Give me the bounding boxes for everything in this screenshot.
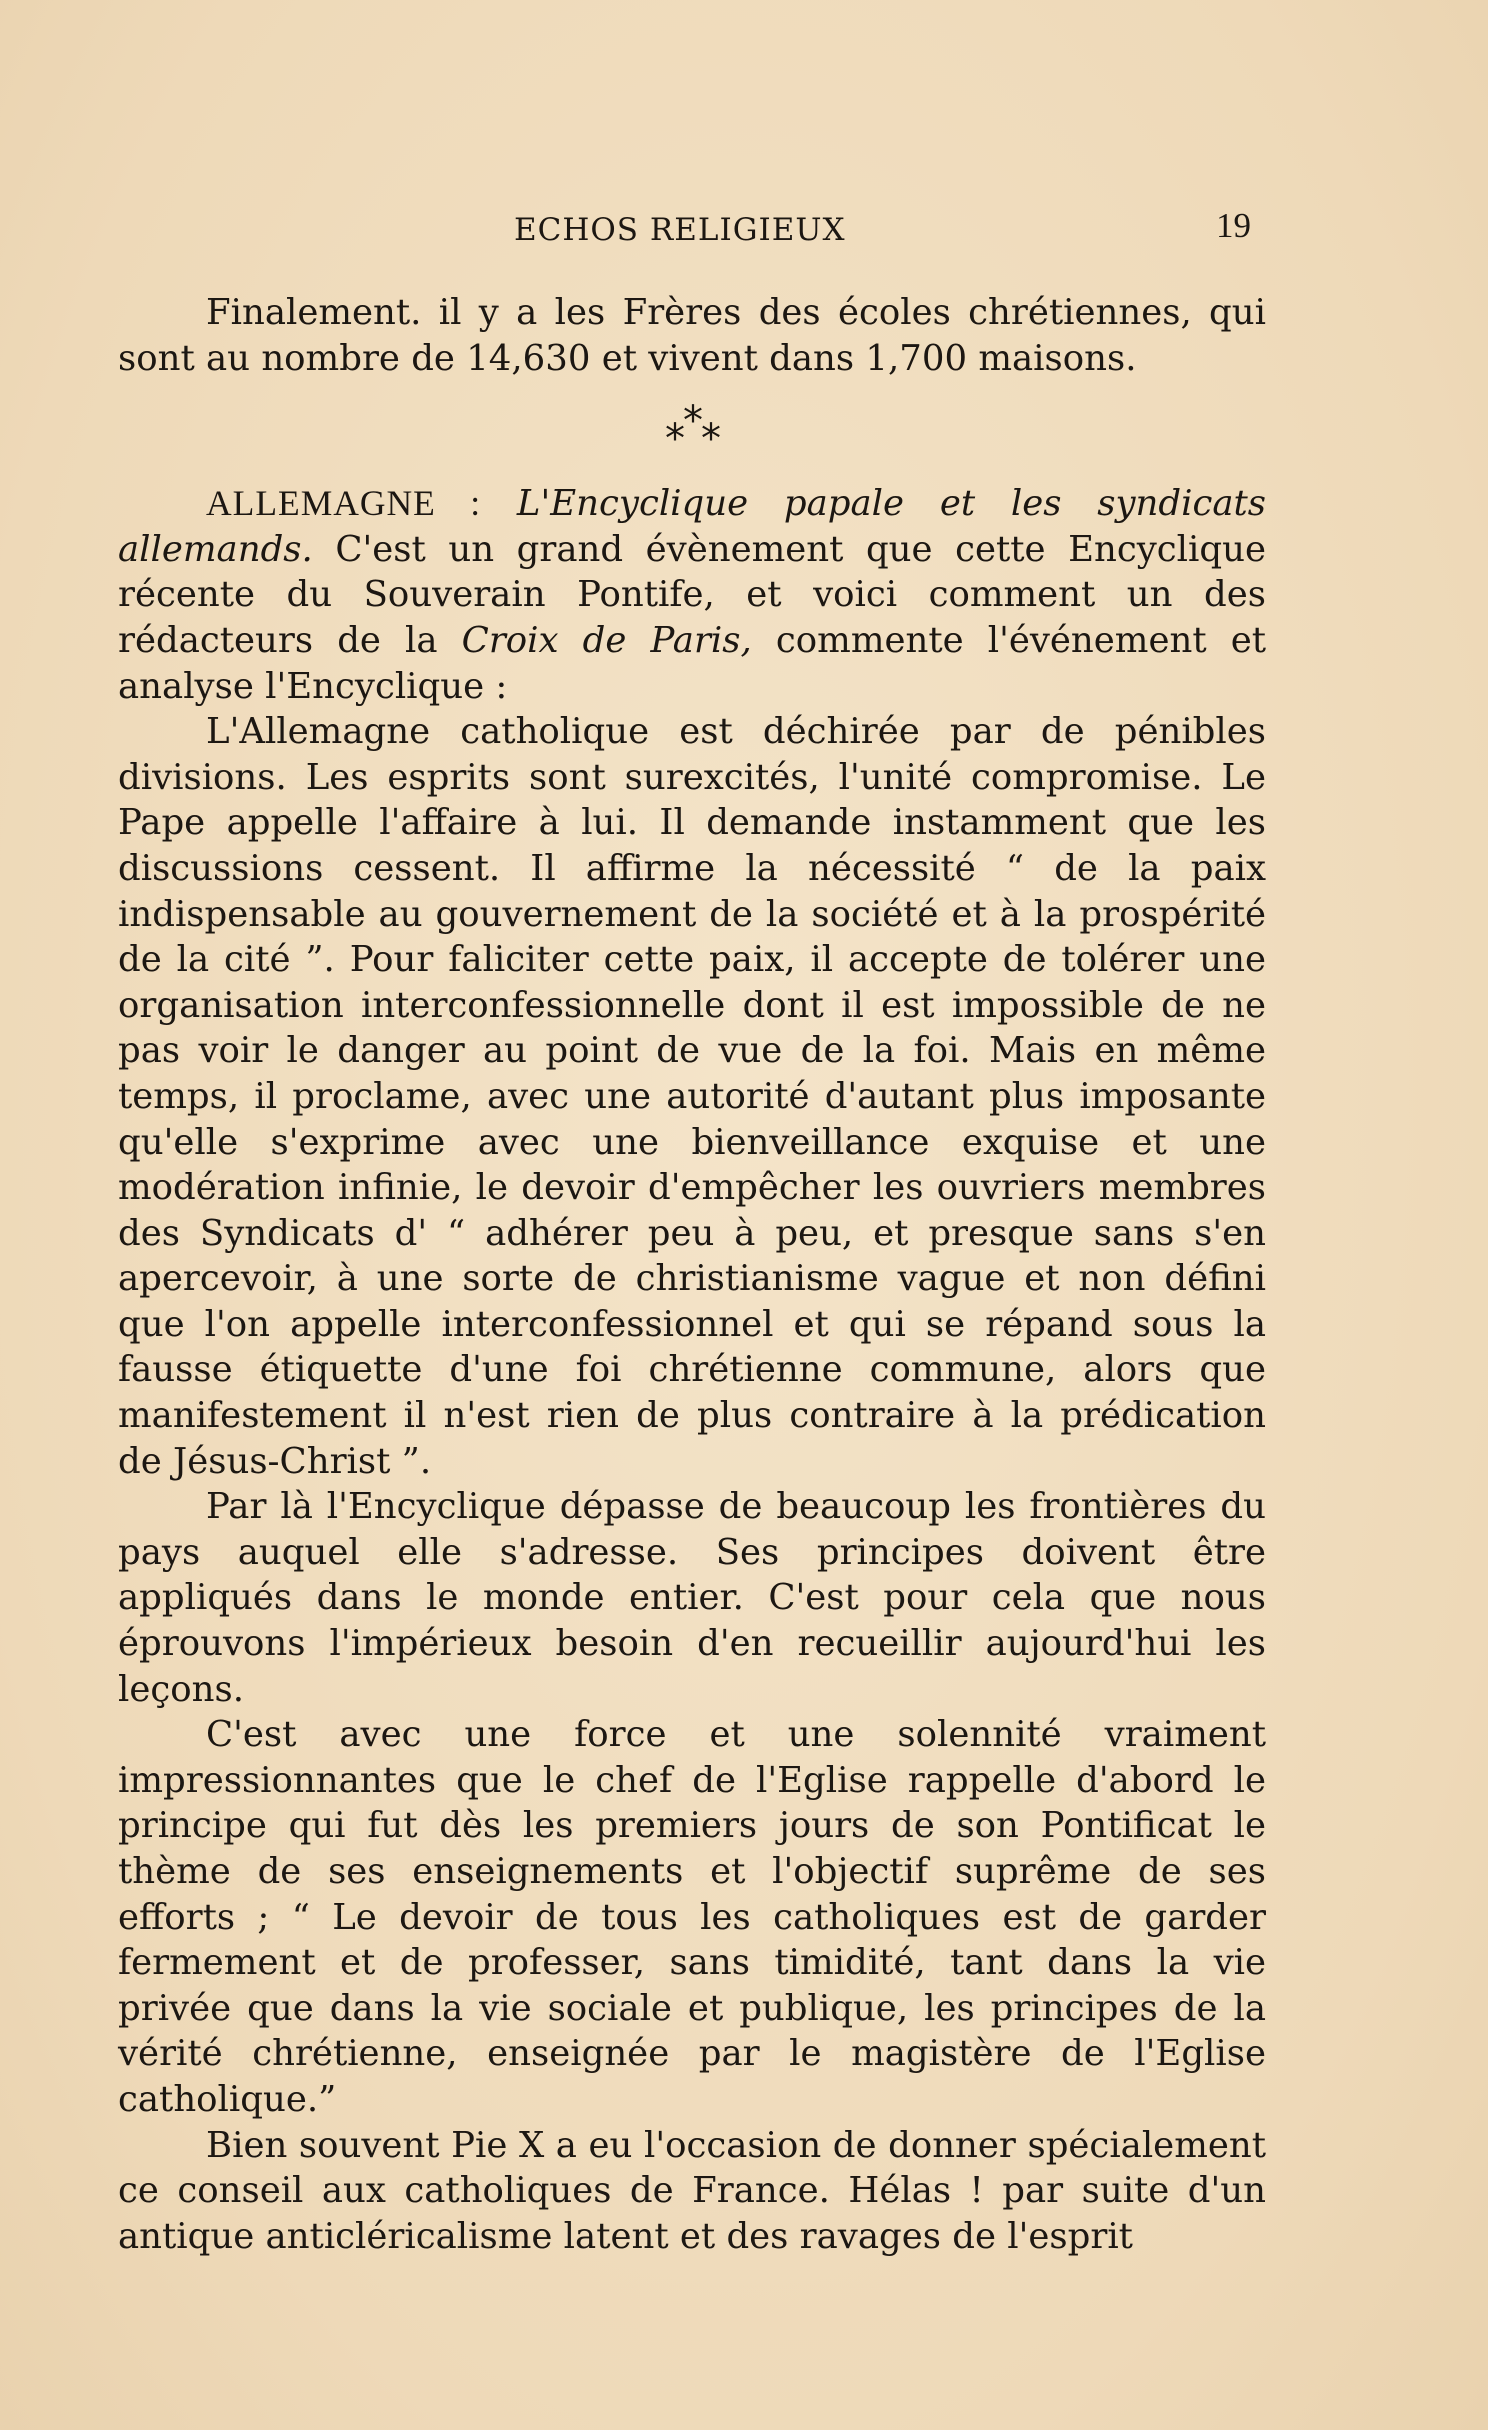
intro-paragraph: Finalement. il y a les Frères des écoles chrétiennes, qui sont au nombre de 14,630 et vivent dans 1,700 maisons.: [118, 292, 1266, 379]
running-title: ECHOS RELIGIEUX: [514, 212, 846, 248]
asterisk-left: *: [665, 416, 683, 463]
running-head: [0, 206, 1488, 256]
page-number: 19: [1216, 206, 1251, 245]
asterisk-top: *: [683, 398, 701, 445]
newspaper-name: Croix de Paris,: [461, 619, 752, 661]
section-heading-paragraph: [118, 481, 1266, 709]
section-country: ALLEMAGNE :: [206, 483, 482, 524]
section-lead: C'est un grand évènement que cette Encyclique récente du Souverain Pontife, et voici comment un des rédacteurs de la: [118, 528, 1266, 661]
section-lead-end: commente l'événement et analyse l'Encyclique :: [118, 619, 1266, 707]
paragraph: Par là l'Encyclique dépasse de beaucoup les frontières du pays auquel elle s'adresse. Ses principes doivent être appliqués dans le monde entier. C'est pour cela que nous éprouvons l'impérieux besoin d'en recueillir aujourd'hui les leçons.: [118, 1486, 1266, 1710]
paragraph: Bien souvent Pie X a eu l'occasion de donner spécialement ce conseil aux catholiques de France. Hélas ! par suite d'un antique anticléricalisme latent et des ravages de l'esprit: [118, 2124, 1266, 2257]
section-title: L'Encyclique papale et les syndicats allemands.: [118, 483, 1266, 570]
asterism-separator: [118, 398, 1266, 463]
asterisk-right: *: [701, 416, 719, 463]
paragraph: C'est avec une force et une solennité vraiment impressionnantes que le chef de l'Eglise rappelle d'abord le principe qui fut dès les premiers jours de son Pontificat le thème de ses enseignements et l'objectif suprême de ses efforts ; “ Le devoir de tous les catholiques est de garder fermement et de professer, sans timidité, tant dans la vie privée que dans la vie sociale et publique, les principes de la vérité chrétienne, enseignée par le magistère de l'Eglise catholique.”: [118, 1714, 1266, 2120]
body-text: [118, 290, 1266, 2259]
paragraph: L'Allemagne catholique est déchirée par de pénibles divisions. Les esprits sont surexcités, l'unité compromise. Le Pape appelle l'affaire à lui. Il demande instamment que les discussions cessent. Il affirme la nécessité “ de la paix indispensable au gouvernement de la société et à la prospérité de la cité ”. Pour faliciter cette paix, il accepte de tolérer une organisation interconfessionnelle dont il est impossible de ne pas voir le danger au point de vue de la foi. Mais en même temps, il proclame, avec une autorité d'autant plus imposante qu'elle s'exprime avec une bienveillance exquise et une modération infinie, le devoir d'empêcher les ouvriers membres des Syndicats d' “ adhérer peu à peu, et presque sans s'en apercevoir, à une sorte de christianisme vague et non défini que l'on appelle interconfessionnel et qui se répand sous la fausse étiquette d'une foi chrétienne commune, alors que manifestement il n'est rien de plus contraire à la prédication de Jésus-Christ ”.: [118, 711, 1266, 1482]
